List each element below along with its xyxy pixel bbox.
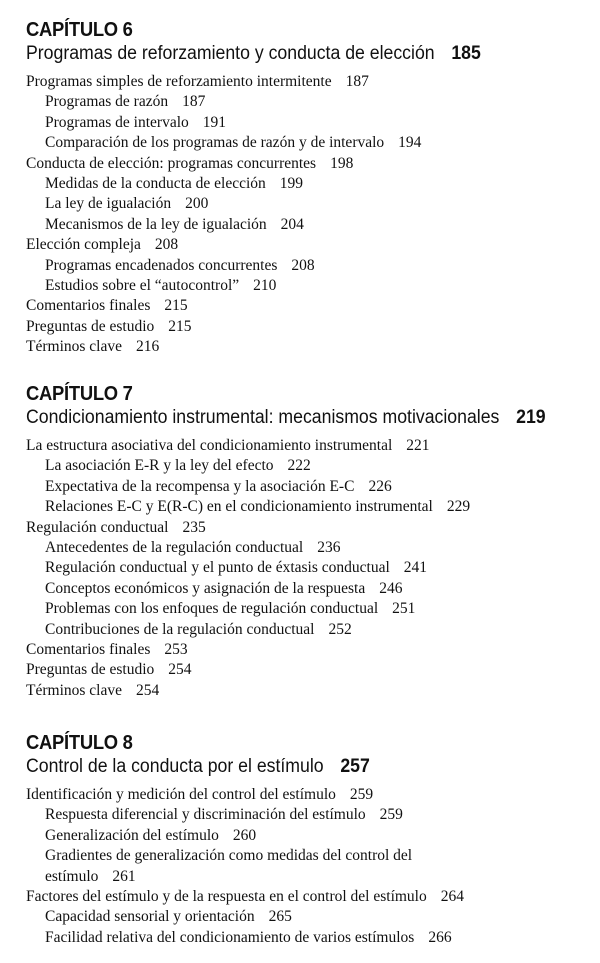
toc-entry[interactable] [26, 928, 600, 948]
toc-entry-page: 235 [182, 518, 206, 536]
toc-entry-text: Estudios sobre el “autocontrol” [45, 277, 240, 295]
toc-entry-text: Relaciones E-C y E(R-C) en el condicionamiento instrumental [45, 498, 433, 516]
toc-entry[interactable] [26, 907, 600, 927]
chapter-page-number: 185 [451, 43, 481, 64]
toc-entry-page: 199 [279, 175, 304, 193]
toc-entry-text: Conceptos económicos y asignación de la respuesta [45, 579, 366, 597]
toc-entry-page: 200 [185, 195, 209, 213]
chapter-title-text: Control de la conducta por el estímulo [26, 756, 324, 777]
chapter-title [26, 755, 560, 779]
chapter-title-text: Programas de reforzamiento y conducta de elección [26, 43, 435, 64]
toc-entry-text: Programas de razón [45, 93, 169, 111]
toc-entry[interactable] [26, 256, 600, 276]
toc-entry[interactable] [26, 558, 600, 578]
toc-entry[interactable] [26, 518, 600, 538]
toc-entry[interactable] [26, 133, 600, 153]
toc-entry-page: 241 [403, 559, 428, 577]
toc-entry-page: 208 [291, 256, 315, 274]
toc-entry-text: Expectativa de la recompensa y la asociación E-C [45, 477, 355, 495]
toc-entry[interactable] [26, 456, 600, 476]
toc-entry-page: 259 [379, 806, 403, 824]
toc-entry[interactable] [26, 599, 600, 619]
toc-entry-text: Programas encadenados concurrentes [45, 256, 278, 274]
toc-entry[interactable] [26, 436, 600, 456]
toc-entry-page: 222 [287, 457, 311, 475]
toc-entry-text: Contribuciones de la regulación conductual [45, 620, 315, 638]
toc-entry[interactable] [26, 215, 600, 235]
toc-entry-page: 259 [349, 786, 374, 803]
toc-entry-page: 215 [168, 317, 192, 335]
toc-entry-text: Programas simples de reforzamiento intermitente [26, 73, 332, 90]
toc-entry[interactable] [26, 681, 600, 701]
toc-entry-list [26, 785, 600, 948]
toc-entry-text: Capacidad sensorial y orientación [45, 908, 255, 926]
toc-entry-page: 210 [253, 277, 277, 295]
toc-entry[interactable] [26, 337, 600, 357]
toc-entry-page: 236 [317, 539, 341, 557]
toc-entry-page: 266 [428, 928, 452, 946]
toc-entry-page: 252 [328, 620, 352, 638]
toc-entry-page: 208 [154, 236, 179, 254]
toc-entry-page: 194 [398, 134, 422, 152]
toc-entry-page: 261 [112, 867, 136, 885]
toc-entry-list [26, 436, 600, 701]
chapter-title [26, 42, 560, 66]
toc-entry-page: 254 [168, 661, 192, 679]
toc-entry-page: 215 [164, 297, 188, 315]
chapter-7-section [26, 382, 600, 701]
toc-entry-page: 198 [330, 154, 354, 172]
chapter-label: CAPÍTULO 8 [26, 732, 133, 754]
toc-entry-page: 251 [392, 600, 416, 618]
toc-entry-page: 187 [182, 93, 206, 111]
toc-entry-text: Preguntas de estudio [26, 661, 155, 679]
toc-entry-text: Comentarios finales [26, 641, 151, 659]
toc-entry-page: 191 [202, 113, 227, 131]
chapter-6-section [26, 18, 600, 358]
toc-entry-list [26, 72, 600, 358]
toc-entry-text: Preguntas de estudio [26, 317, 155, 335]
toc-entry-text: Antecedentes de la regulación conductual [45, 539, 304, 557]
toc-entry[interactable] [26, 497, 600, 517]
toc-entry-text: La estructura asociativa del condicionamiento instrumental [26, 437, 393, 454]
toc-entry[interactable] [26, 296, 600, 316]
toc-entry[interactable] [26, 660, 600, 680]
toc-entry-page: 187 [345, 73, 369, 90]
toc-entry-text: Medidas de la conducta de elección [45, 175, 266, 193]
toc-entry-page: 260 [232, 826, 257, 844]
toc-entry[interactable] [26, 826, 600, 846]
chapter-page-number: 219 [516, 407, 546, 428]
toc-entry[interactable] [26, 846, 500, 887]
chapter-title-text: Condicionamiento instrumental: mecanismos motivacionales [26, 407, 500, 428]
toc-entry[interactable] [26, 194, 600, 214]
toc-entry-text: Facilidad relativa del condicionamiento de varios estímulos [45, 928, 415, 946]
toc-entry-text: Regulación conductual [26, 518, 169, 536]
toc-entry[interactable] [26, 92, 600, 112]
toc-entry-page: 226 [368, 477, 392, 495]
toc-entry-text: Identificación y medición del control del estímulo [26, 786, 336, 803]
toc-entry[interactable] [26, 174, 600, 194]
toc-entry[interactable] [26, 113, 600, 133]
toc-entry-page: 204 [280, 215, 304, 233]
chapter-8-section [26, 731, 600, 948]
toc-entry[interactable] [26, 154, 600, 174]
toc-entry-text: Términos clave [26, 681, 122, 699]
toc-entry[interactable] [26, 640, 600, 660]
toc-entry-text: Factores del estímulo y de la respuesta en el control del estímulo [26, 888, 427, 906]
toc-entry-page: 221 [406, 437, 430, 454]
toc-entry-text: Respuesta diferencial y discriminación del estímulo [45, 806, 366, 824]
toc-entry[interactable] [26, 72, 600, 92]
toc-entry-page: 229 [446, 498, 471, 516]
toc-entry[interactable] [26, 317, 600, 337]
toc-entry[interactable] [26, 620, 600, 640]
toc-entry-text: Programas de intervalo [45, 113, 189, 131]
toc-entry-page: 246 [379, 579, 403, 597]
toc-entry-page: 216 [135, 338, 160, 356]
toc-entry[interactable] [26, 579, 600, 599]
toc-entry-text: La asociación E-R y la ley del efecto [45, 457, 274, 475]
toc-entry-text: Generalización del estímulo [45, 826, 219, 844]
toc-entry-text: Regulación conductual y el punto de éxtasis conductual [45, 559, 390, 577]
chapter-label: CAPÍTULO 6 [26, 19, 133, 41]
toc-entry[interactable] [26, 538, 600, 558]
toc-entry-page: 264 [440, 888, 464, 906]
toc-entry[interactable] [26, 887, 600, 907]
toc-entry-text: Términos clave [26, 338, 122, 356]
toc-entry-text: Mecanismos de la ley de igualación [45, 215, 267, 233]
toc-entry-text: Problemas con los enfoques de regulación conductual [45, 600, 379, 618]
toc-entry-text: Comentarios finales [26, 297, 151, 315]
toc-entry[interactable] [26, 235, 600, 255]
toc-entry-text: Elección compleja [26, 236, 141, 254]
toc-entry-page: 254 [135, 681, 160, 699]
chapter-title [26, 406, 560, 430]
toc-entry[interactable] [26, 785, 600, 805]
toc-entry-text: Conducta de elección: programas concurrentes [26, 154, 317, 172]
toc-entry-text: La ley de igualación [45, 195, 172, 213]
toc-entry-text: Gradientes de generalización como medidas del control del estímulo [45, 847, 413, 885]
toc-entry-page: 253 [164, 641, 188, 659]
chapter-page-number: 257 [340, 756, 370, 777]
toc-entry[interactable] [26, 805, 600, 825]
toc-entry[interactable] [26, 477, 600, 497]
toc-entry-text: Comparación de los programas de razón y de intervalo [45, 134, 385, 152]
chapter-label: CAPÍTULO 7 [26, 383, 133, 405]
toc-entry-page: 265 [268, 908, 292, 926]
toc-entry[interactable] [26, 276, 600, 296]
